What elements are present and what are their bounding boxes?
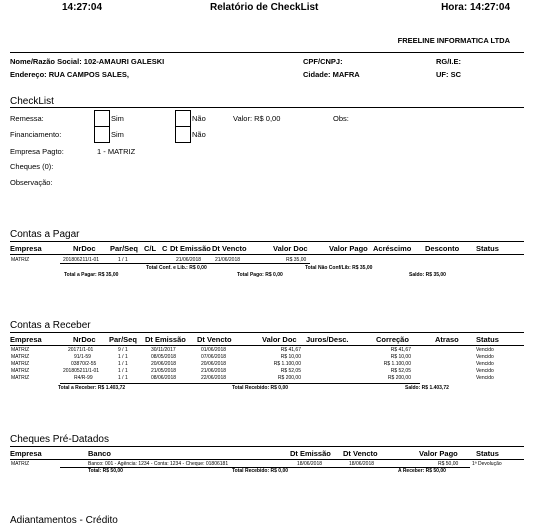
- obs-label: Obs:: [333, 114, 349, 123]
- divider: [10, 107, 524, 108]
- cr-cell: R$ 41,67: [280, 347, 301, 353]
- ch-a-receber: A Receber: R$ 50,00: [398, 468, 446, 474]
- cr-cell: Vencido: [476, 375, 494, 381]
- ch-total: Total: R$ 50,00: [88, 468, 123, 474]
- client-address: Endereço: RUA CAMPOS SALES,: [10, 70, 129, 79]
- cr-col-correcao: Correção: [376, 335, 409, 344]
- cr-total-receber: Total a Receber: R$ 1.403,72: [58, 385, 126, 391]
- cr-cell: 20171/1-01: [68, 347, 94, 353]
- cr-col-dtemissao: Dt Emissão: [145, 335, 186, 344]
- table-row: MATRIZ: [11, 347, 30, 353]
- observacao-label: Observação:: [10, 178, 53, 187]
- divider: [60, 263, 310, 264]
- cp-col-dtvencto: Dt Vencto: [212, 244, 247, 253]
- ch-col-banco: Banco: [88, 449, 111, 458]
- cp-col-empresa: Empresa: [10, 244, 42, 253]
- cr-cell: R$ 41,67: [390, 347, 411, 353]
- cr-cell: R$ 1.100,00: [383, 361, 411, 367]
- cr-cell: 01/06/2018: [201, 347, 227, 353]
- cr-cell: 22/06/2018: [201, 375, 227, 381]
- cp-col-parseq: Par/Seq: [110, 244, 138, 253]
- cr-col-status: Status: [476, 335, 499, 344]
- cr-col-jurosdesc: Juros/Desc.: [306, 335, 349, 344]
- cr-cell: 9 / 1: [118, 347, 128, 353]
- ch-col-status: Status: [476, 449, 499, 458]
- ch-cell-dtvencto: 18/06/2018: [349, 461, 375, 467]
- cp-col-c: C: [162, 244, 168, 253]
- cr-cell: 1 / 1: [118, 361, 128, 367]
- cr-cell: R$ 200,00: [277, 375, 301, 381]
- cr-cell: 20/06/2018: [151, 361, 177, 367]
- ch-col-valorpago: Valor Pago: [419, 449, 458, 458]
- client-name: Nome/Razão Social: 102-AMAURI GALESKI: [10, 57, 165, 66]
- cr-col-parseq: Par/Seq: [109, 335, 137, 344]
- cr-cell: 07/06/2018: [201, 354, 227, 360]
- remessa-sim-label: Sim: [111, 114, 124, 123]
- cp-col-valordoc: Valor Doc: [273, 244, 308, 253]
- ch-cell-banco: Banco: 001 - Agência: 1234 - Conta: 1234 - Cheque: 01806181: [88, 461, 229, 467]
- cr-col-dtvencto: Dt Vencto: [197, 335, 232, 344]
- empresa-pagto-label: Empresa Pagto:: [10, 147, 64, 156]
- cr-cell: 30/11/2017: [151, 347, 176, 353]
- cp-saldo: Saldo: R$ 35,00: [409, 272, 446, 278]
- table-row: MATRIZ: [11, 354, 30, 360]
- client-cpf: CPF/CNPJ:: [303, 57, 343, 66]
- cr-cell: R4/R-99: [74, 375, 93, 381]
- valor-label: Valor: R$ 0,00: [233, 114, 281, 123]
- remessa-label: Remessa:: [10, 114, 44, 123]
- cp-total-pagar: Total a Pagar: R$ 35,00: [64, 272, 119, 278]
- cr-cell: 21/06/2018: [201, 368, 227, 374]
- divider: [10, 459, 524, 460]
- cp-row-empresa: MATRIZ: [11, 257, 30, 263]
- cr-cell: 1 / 1: [118, 375, 128, 381]
- empresa-pagto-value: 1 - MATRIZ: [97, 147, 136, 156]
- cr-cell: 1 / 1: [118, 354, 128, 360]
- cr-col-empresa: Empresa: [10, 335, 42, 344]
- table-row: MATRIZ: [11, 461, 30, 467]
- cp-col-dtemissao: Dt Emissão: [170, 244, 211, 253]
- cr-cell: 201805211/1-01: [63, 368, 100, 374]
- cp-col-nrdoc: NrDoc: [73, 244, 96, 253]
- cr-col-valordoc: Valor Doc: [262, 335, 297, 344]
- financiamento-sim-checkbox[interactable]: [94, 126, 110, 143]
- report-time-right: Hora: 14:27:04: [441, 2, 510, 13]
- cp-row-parseq: 1 / 1: [118, 257, 128, 263]
- remessa-sim-checkbox[interactable]: [94, 110, 110, 127]
- ch-cell-status: 1ª Devolução: [472, 461, 502, 467]
- cr-cell: R$ 10,00: [280, 354, 301, 360]
- divider: [10, 254, 524, 255]
- cr-cell: 91/1-59: [74, 354, 91, 360]
- financiamento-sim-label: Sim: [111, 130, 124, 139]
- cp-col-status: Status: [476, 244, 499, 253]
- ch-col-empresa: Empresa: [10, 449, 42, 458]
- table-row: MATRIZ: [11, 361, 30, 367]
- cheques-label: Cheques (0):: [10, 162, 54, 171]
- ch-cell-dtemissao: 18/06/2018: [297, 461, 323, 467]
- client-city: Cidade: MAFRA: [303, 70, 360, 79]
- cp-row-nrdoc: 201806211/1-01: [63, 257, 100, 263]
- cr-cell: Vencido: [476, 368, 494, 374]
- company-name: FREELINE INFORMATICA LTDA: [397, 36, 510, 45]
- cr-cell: R$ 10,00: [390, 354, 411, 360]
- cp-row-valordoc: R$ 35,00: [286, 257, 307, 263]
- cr-cell: Vencido: [476, 347, 494, 353]
- divider: [10, 446, 524, 447]
- cp-col-acrescimo: Acréscimo: [373, 244, 412, 253]
- cr-cell: Vencido: [476, 361, 494, 367]
- table-row: MATRIZ: [11, 368, 30, 374]
- cr-total-recebido: Total Recebido: R$ 0,00: [232, 385, 289, 391]
- report-time-left: 14:27:04: [62, 2, 103, 13]
- divider: [60, 383, 420, 384]
- cp-col-cl: C/L: [144, 244, 157, 253]
- report-title: Relatório de CheckList: [210, 2, 319, 13]
- cheques-title: Cheques Pré-Datados: [10, 434, 109, 445]
- financiamento-nao-label: Não: [192, 130, 206, 139]
- client-uf: UF: SC: [436, 70, 461, 79]
- cr-cell: R$ 52,05: [390, 368, 411, 374]
- cp-col-valorpago: Valor Pago: [329, 244, 368, 253]
- divider: [10, 332, 524, 333]
- divider: [10, 241, 524, 242]
- cr-cell: 08/05/2018: [151, 354, 177, 360]
- cr-cell: 20/06/2018: [201, 361, 227, 367]
- cp-total-pago: Total Pago: R$ 0,00: [237, 272, 283, 278]
- adiantamentos-title: Adiantamentos - Crédito: [10, 515, 118, 526]
- ch-total-recebido: Total Recebido: R$ 0,00: [232, 468, 289, 474]
- ch-cell-valorpago: R$ 50,00: [438, 461, 459, 467]
- client-rg: RG/I.E:: [436, 57, 462, 66]
- ch-col-dtemissao: Dt Emissão: [290, 449, 331, 458]
- cp-row-dtemissao: 21/06/2018: [176, 257, 202, 263]
- cr-cell: 08/06/2018: [151, 375, 177, 381]
- divider: [10, 52, 524, 53]
- financiamento-nao-checkbox[interactable]: [175, 126, 191, 143]
- cr-col-atraso: Atraso: [435, 335, 459, 344]
- cp-total-conf-lib: Total Conf. e Lib.: R$ 0,00: [146, 265, 207, 271]
- cr-saldo: Saldo: R$ 1.403,72: [405, 385, 449, 391]
- checklist-title: CheckList: [10, 96, 54, 107]
- cr-cell: 03870/2-55: [71, 361, 97, 367]
- ch-col-dtvencto: Dt Vencto: [343, 449, 378, 458]
- cp-col-desconto: Desconto: [425, 244, 460, 253]
- remessa-nao-checkbox[interactable]: [175, 110, 191, 127]
- table-row: MATRIZ: [11, 375, 30, 381]
- cr-cell: 1 / 1: [118, 368, 128, 374]
- cp-total-nao-conf: Total Não Conf/Lib: R$ 35,00: [305, 265, 373, 271]
- cr-col-nrdoc: NrDoc: [73, 335, 96, 344]
- cr-cell: 21/05/2018: [151, 368, 177, 374]
- cp-row-dtvencto: 21/06/2018: [215, 257, 241, 263]
- cr-cell: Vencido: [476, 354, 494, 360]
- contas-pagar-title: Contas a Pagar: [10, 229, 80, 240]
- cr-cell: R$ 52,05: [280, 368, 301, 374]
- financiamento-label: Financiamento:: [10, 130, 62, 139]
- remessa-nao-label: Não: [192, 114, 206, 123]
- cr-cell: R$ 200,00: [387, 375, 411, 381]
- divider: [10, 345, 524, 346]
- contas-receber-title: Contas a Receber: [10, 320, 91, 331]
- cr-cell: R$ 1.100,00: [273, 361, 301, 367]
